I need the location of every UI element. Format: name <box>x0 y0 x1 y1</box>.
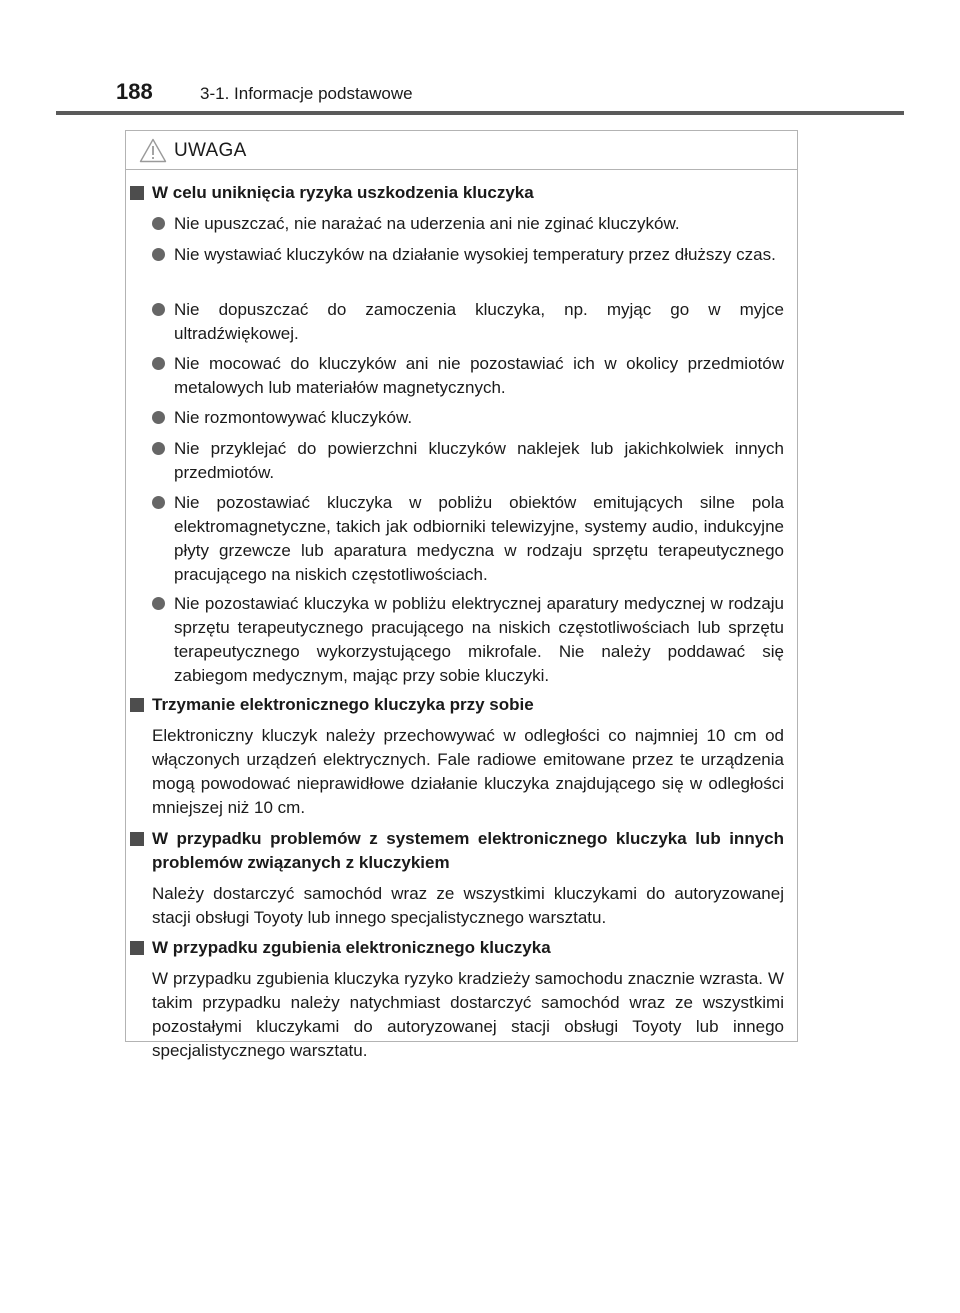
square-bullet-icon <box>130 186 144 200</box>
list-item-text: Nie wystawiać kluczyków na działanie wysokiej temperatury przez dłuższy czas. <box>174 245 776 264</box>
round-bullet-icon <box>152 597 165 610</box>
section-title: 3-1. Informacje podstawowe <box>200 84 413 103</box>
list-item-text: Nie mocować do kluczyków ani nie pozostawiać ich w okolicy przedmiotów metalowych lub materiałów magnetycznych. <box>174 354 784 397</box>
warning-box <box>125 130 798 1060</box>
round-bullet-icon <box>152 442 165 455</box>
section-heading-text: W celu uniknięcia ryzyka uszkodzenia kluczyka <box>152 183 534 202</box>
warning-header <box>126 131 797 170</box>
round-bullet-icon <box>152 217 165 230</box>
round-bullet-icon <box>152 411 165 424</box>
warning-title: UWAGA <box>174 140 247 161</box>
section-paragraph: Należy dostarczyć samochód wraz ze wszystkimi kluczykami do autoryzowanej stacji obsługi Toyoty lub innego specjalistycznego warsztatu. <box>152 884 784 927</box>
list-item-text: Nie dopuszczać do zamoczenia kluczyka, np. myjąc go w myjce ultradźwiękowej. <box>174 300 784 343</box>
page-header <box>56 78 904 112</box>
list-item-text: Nie pozostawiać kluczyka w pobliżu elektrycznej aparatury medycznej w rodzaju sprzętu terapeutycznego pracującego na niskich częstotliwościach lub sprzętu terapeutycznego wykorzystującego mikrofale. Nie należy poddawać się zabiegom medycznym, mając przy sobie kluczyki. <box>174 594 784 685</box>
list-item-text: Nie przyklejać do powierzchni kluczyków naklejek lub jakichkolwiek innych przedmiotów. <box>174 439 784 482</box>
square-bullet-icon <box>130 698 144 712</box>
square-bullet-icon <box>130 832 144 846</box>
header-rule <box>56 111 904 115</box>
square-bullet-icon <box>130 941 144 955</box>
page-number: 188 <box>116 79 153 104</box>
round-bullet-icon <box>152 496 165 509</box>
section-paragraph: Elektroniczny kluczyk należy przechowywać w odległości co najmniej 10 cm od włączonych urządzeń elektrycznych. Fale radiowe emitowane przez te urządzenia mogą powodować nieprawidłowe działanie kluczyka znajdującego się w odległości mniejszej niż 10 cm. <box>152 726 784 817</box>
round-bullet-icon <box>152 303 165 316</box>
round-bullet-icon <box>152 357 165 370</box>
round-bullet-icon <box>152 248 165 261</box>
list-item-text: Nie pozostawiać kluczyka w pobliżu obiektów emitujących silne pola elektromagnetyczne, takich jak odbiorniki telewizyjne, systemy audio, indukcyjne płyty grzewcze lub aparatura medyczna w rodzaju sprzętu terapeutycznego pracującego na niskich częstotliwościach. <box>174 493 784 584</box>
section-heading-text: W przypadku zgubienia elektronicznego kluczyka <box>152 938 551 957</box>
section-heading-text: W przypadku problemów z systemem elektronicznego kluczyka lub innych problemów związanych z kluczykiem <box>152 829 784 872</box>
list-item-text: Nie rozmontowywać kluczyków. <box>174 408 413 427</box>
section-heading-text: Trzymanie elektronicznego kluczyka przy sobie <box>152 695 534 714</box>
section-paragraph: W przypadku zgubienia kluczyka ryzyko kradzieży samochodu znacznie wzrasta. W takim przypadku należy natychmiast dostarczyć samochód wraz ze wszystkimi pozostałymi kluczykami do autoryzowanej stacji obsługi Toyoty lub innego specjalistycznego warsztatu. <box>152 969 784 1060</box>
warning-triangle-icon <box>139 138 167 163</box>
list-item-text: Nie upuszczać, nie narażać na uderzenia ani nie zginać kluczyków. <box>174 214 680 233</box>
